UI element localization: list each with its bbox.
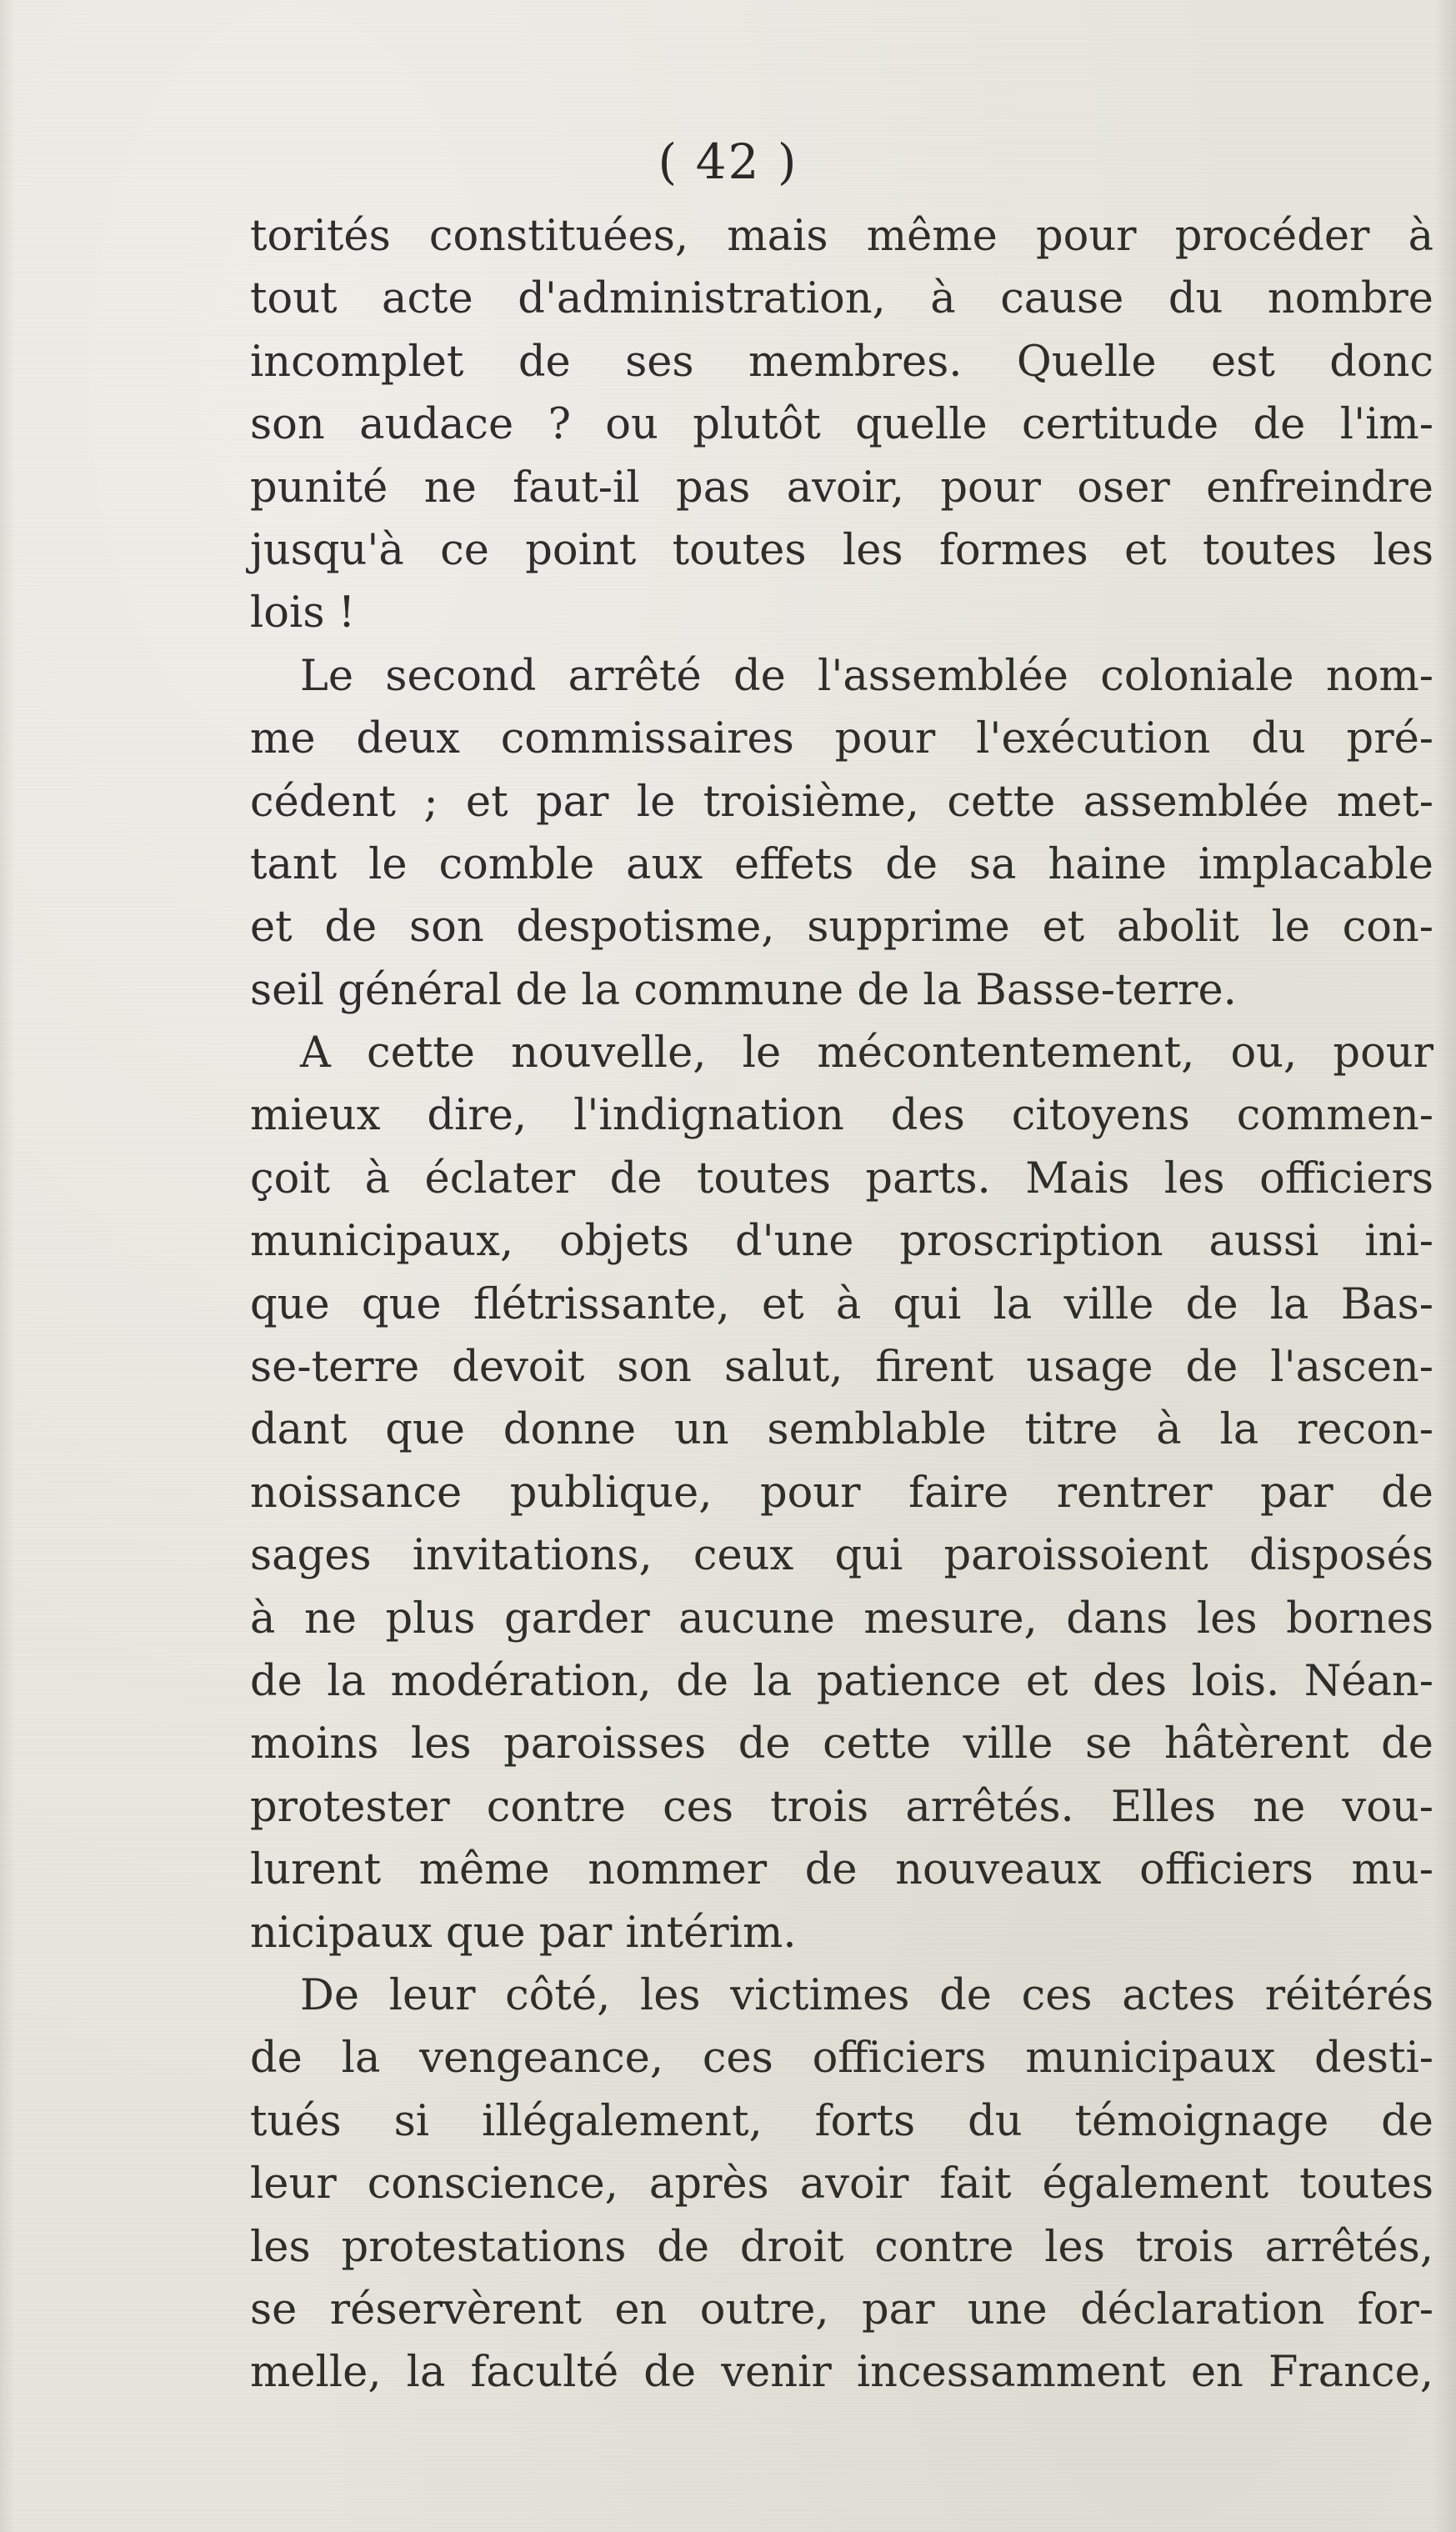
text-line: tant le comble aux effets de sa haine implacable bbox=[250, 839, 1433, 889]
text-line: que que flétrissante, et à qui la ville de la Bas- bbox=[250, 1279, 1433, 1329]
body-text bbox=[250, 205, 1433, 2404]
text-line: de la modération, de la patience et des lois. Néan- bbox=[250, 1656, 1433, 1706]
text-line: punité ne faut-il pas avoir, pour oser enfreindre bbox=[250, 463, 1433, 513]
text-line: nicipaux que par intérim. bbox=[250, 1908, 797, 1958]
text-line: melle, la faculté de venir incessamment en France, bbox=[250, 2348, 1433, 2398]
page-number: ( 42 ) bbox=[658, 133, 798, 190]
text-line: Le second arrêté de l'assemblée coloniale nom- bbox=[300, 651, 1433, 701]
text-line: se-terre devoit son salut, firent usage de l'ascen- bbox=[250, 1343, 1433, 1393]
text-line: moins les paroisses de cette ville se hâtèrent de bbox=[250, 1719, 1433, 1769]
page-edge-right bbox=[1434, 0, 1456, 2532]
text-line: cédent ; et par le troisième, cette assemblée met- bbox=[250, 777, 1433, 827]
text-line: protester contre ces trois arrêtés. Elles ne vou- bbox=[250, 1782, 1433, 1832]
text-line: de la vengeance, ces officiers municipaux desti- bbox=[250, 2034, 1433, 2084]
text-line: et de son despotisme, supprime et abolit le con- bbox=[250, 903, 1433, 953]
text-line: torités constituées, mais même pour procéder à bbox=[250, 212, 1433, 261]
text-line: A cette nouvelle, le mécontentement, ou, pour bbox=[300, 1028, 1433, 1078]
text-line: dant que donne un semblable titre à la recon- bbox=[250, 1405, 1433, 1455]
text-line: jusqu'à ce point toutes les formes et toutes les bbox=[250, 525, 1433, 575]
text-line: noissance publique, pour faire rentrer par de bbox=[250, 1468, 1433, 1518]
text-line: se réservèrent en outre, par une déclaration for- bbox=[250, 2284, 1433, 2334]
text-line: leur conscience, après avoir fait également toutes bbox=[250, 2159, 1433, 2209]
text-line: incomplet de ses membres. Quelle est donc bbox=[250, 337, 1433, 387]
text-line: çoit à éclater de toutes parts. Mais les officiers bbox=[250, 1153, 1433, 1203]
text-line: lurent même nommer de nouveaux officiers mu- bbox=[250, 1845, 1433, 1895]
text-line: les protestations de droit contre les trois arrêtés, bbox=[250, 2222, 1433, 2272]
text-line: tués si illégalement, forts du témoignage de bbox=[250, 2096, 1433, 2146]
text-line: mieux dire, l'indignation des citoyens commen- bbox=[250, 1091, 1433, 1141]
text-line: municipaux, objets d'une proscription aussi ini- bbox=[250, 1217, 1433, 1267]
text-line: De leur côté, les victimes de ces actes réitérés bbox=[300, 1970, 1433, 2020]
text-line: son audace ? ou plutôt quelle certitude de l'im- bbox=[250, 400, 1433, 450]
text-line: sages invitations, ceux qui paroissoient disposés bbox=[250, 1531, 1433, 1581]
text-line: tout acte d'administration, à cause du nombre bbox=[250, 274, 1433, 324]
text-line: seil général de la commune de la Basse-terre. bbox=[250, 965, 1237, 1015]
text-line: à ne plus garder aucune mesure, dans les bornes bbox=[250, 1594, 1433, 1644]
page-edge-left bbox=[0, 0, 15, 2532]
text-line: me deux commissaires pour l'exécution du pré- bbox=[250, 714, 1433, 764]
text-line: lois ! bbox=[250, 588, 356, 638]
